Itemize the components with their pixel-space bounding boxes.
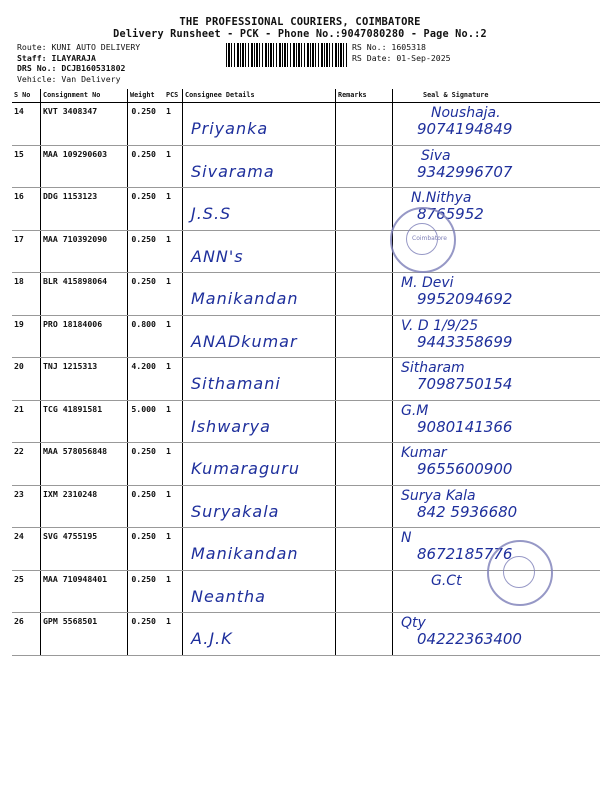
row-sno: 17 bbox=[12, 230, 41, 273]
row-consignee bbox=[183, 358, 336, 401]
row-sno: 16 bbox=[12, 188, 41, 231]
row-remarks bbox=[336, 485, 393, 528]
row-consignee bbox=[183, 145, 336, 188]
row-consignee bbox=[183, 443, 336, 486]
row-seal bbox=[393, 400, 600, 443]
phone-handwriting: 842 5936680 bbox=[417, 502, 518, 521]
row-remarks bbox=[336, 273, 393, 316]
table-row bbox=[12, 145, 600, 188]
header-left-block bbox=[17, 42, 140, 84]
phone-handwriting: 8765952 bbox=[417, 205, 484, 223]
consignee-handwriting: ANN's bbox=[191, 246, 244, 266]
table-row bbox=[12, 485, 600, 528]
row-weight: 5.000 bbox=[128, 400, 165, 443]
row-sno: 15 bbox=[12, 145, 41, 188]
signature-handwriting: N bbox=[401, 530, 412, 546]
row-pcs: 1 bbox=[164, 230, 183, 273]
signature-handwriting: Surya Kala bbox=[401, 487, 476, 504]
row-seal bbox=[393, 443, 600, 486]
row-consignee bbox=[183, 230, 336, 273]
signature-handwriting: Siva bbox=[421, 147, 451, 164]
row-pcs: 1 bbox=[164, 315, 183, 358]
row-weight: 0.250 bbox=[128, 103, 165, 146]
row-pcs: 1 bbox=[164, 145, 183, 188]
table-row bbox=[12, 103, 600, 146]
row-consignee bbox=[183, 570, 336, 613]
col-sno: S No bbox=[12, 89, 41, 103]
stamp-center-text: Coimbatore bbox=[412, 235, 447, 242]
row-pcs: 1 bbox=[164, 400, 183, 443]
phone-handwriting: 9342996707 bbox=[417, 162, 513, 181]
row-seal bbox=[393, 315, 600, 358]
row-consignee bbox=[183, 528, 336, 571]
row-remarks bbox=[336, 400, 393, 443]
consignee-handwriting: Priyanka bbox=[191, 119, 269, 138]
row-weight: 0.250 bbox=[128, 613, 165, 656]
row-weight: 0.800 bbox=[128, 315, 165, 358]
row-pcs: 1 bbox=[164, 188, 183, 231]
row-remarks bbox=[336, 145, 393, 188]
row-weight: 0.250 bbox=[128, 570, 165, 613]
phone-handwriting: 7098750154 bbox=[417, 375, 513, 393]
barcode bbox=[226, 43, 348, 67]
consignee-handwriting: Kumaraguru bbox=[191, 459, 300, 478]
row-remarks bbox=[336, 443, 393, 486]
signature-handwriting: Sitharam bbox=[401, 360, 465, 376]
row-weight: 0.250 bbox=[128, 188, 165, 231]
col-weight: Weight bbox=[128, 89, 165, 103]
row-consignment: TCG 41891581 bbox=[41, 400, 128, 443]
row-seal bbox=[393, 358, 600, 401]
row-remarks bbox=[336, 188, 393, 231]
row-sno: 24 bbox=[12, 528, 41, 571]
row-pcs: 1 bbox=[164, 358, 183, 401]
row-consignment: PRO 18184006 bbox=[41, 315, 128, 358]
school-stamp bbox=[390, 207, 456, 273]
table-row bbox=[12, 230, 600, 273]
col-pcs: PCS bbox=[164, 89, 183, 103]
drs-label: DRS No.: DCJB160531802 bbox=[17, 63, 126, 73]
row-weight: 0.250 bbox=[128, 485, 165, 528]
row-pcs: 1 bbox=[164, 613, 183, 656]
row-consignee bbox=[183, 315, 336, 358]
phone-handwriting: 8672185776 bbox=[417, 545, 513, 563]
row-consignment: MAA 710392090 bbox=[41, 230, 128, 273]
phone-handwriting: 04222363400 bbox=[417, 630, 522, 648]
row-weight: 0.250 bbox=[128, 230, 165, 273]
row-consignee bbox=[183, 485, 336, 528]
consignee-handwriting: Manikandan bbox=[191, 289, 299, 308]
row-consignment: GPM 5568501 bbox=[41, 613, 128, 656]
row-pcs: 1 bbox=[164, 273, 183, 316]
row-sno: 22 bbox=[12, 443, 41, 486]
row-consignment: MAA 710948401 bbox=[41, 570, 128, 613]
signature-handwriting: G.Ct bbox=[431, 572, 462, 589]
row-remarks bbox=[336, 103, 393, 146]
row-remarks bbox=[336, 230, 393, 273]
runsheet-subtitle: Delivery Runsheet - PCK - Phone No.:9047080280 - Page No.:2 bbox=[113, 29, 487, 40]
row-consignee bbox=[183, 400, 336, 443]
row-pcs: 1 bbox=[164, 570, 183, 613]
table-row bbox=[12, 400, 600, 443]
row-sno: 23 bbox=[12, 485, 41, 528]
row-consignee bbox=[183, 103, 336, 146]
header-right-block bbox=[352, 42, 451, 63]
vehicle-label: Vehicle: Van Delivery bbox=[17, 73, 121, 84]
row-sno: 21 bbox=[12, 400, 41, 443]
phone-handwriting: 9952094692 bbox=[417, 290, 513, 308]
consignee-handwriting: Sithamani bbox=[191, 374, 281, 393]
row-remarks bbox=[336, 358, 393, 401]
table-row bbox=[12, 613, 600, 656]
row-sno: 19 bbox=[12, 315, 41, 358]
col-seal: Seal & Signature bbox=[393, 89, 600, 103]
company-title: THE PROFESSIONAL COURIERS, COIMBATORE bbox=[179, 16, 421, 28]
signature-handwriting: V. D 1/9/25 bbox=[401, 317, 479, 334]
signature-handwriting: N.Nithya bbox=[411, 190, 472, 206]
row-pcs: 1 bbox=[164, 528, 183, 571]
row-consignment: IXM 2310248 bbox=[41, 485, 128, 528]
table-row bbox=[12, 188, 600, 231]
row-seal bbox=[393, 103, 600, 146]
row-weight: 0.250 bbox=[128, 443, 165, 486]
row-weight: 0.250 bbox=[128, 145, 165, 188]
row-weight: 0.250 bbox=[128, 273, 165, 316]
row-consignment: TNJ 1215313 bbox=[41, 358, 128, 401]
works-stamp bbox=[487, 540, 553, 606]
row-seal bbox=[393, 485, 600, 528]
consignee-handwriting: Neantha bbox=[191, 586, 266, 606]
row-consignment: KVT 3408347 bbox=[41, 103, 128, 146]
col-consignee: Consignee Details bbox=[183, 89, 336, 103]
row-remarks bbox=[336, 315, 393, 358]
phone-handwriting: 9080141366 bbox=[417, 417, 513, 436]
row-weight: 4.200 bbox=[128, 358, 165, 401]
row-consignee bbox=[183, 188, 336, 231]
row-consignment: DDG 1153123 bbox=[41, 188, 128, 231]
row-remarks bbox=[336, 570, 393, 613]
signature-handwriting: G.M bbox=[401, 402, 429, 419]
phone-handwriting: 9655600900 bbox=[417, 460, 513, 478]
row-sno: 26 bbox=[12, 613, 41, 656]
row-consignment: MAA 578056848 bbox=[41, 443, 128, 486]
consignee-handwriting: Ishwarya bbox=[191, 416, 271, 436]
table-header-row bbox=[12, 89, 600, 103]
row-consignee bbox=[183, 273, 336, 316]
row-seal bbox=[393, 613, 600, 656]
col-consignment: Consignment No bbox=[41, 89, 128, 103]
consignee-handwriting: Sivarama bbox=[191, 161, 275, 181]
consignee-handwriting: J.S.S bbox=[191, 204, 232, 223]
row-pcs: 1 bbox=[164, 443, 183, 486]
table-row bbox=[12, 443, 600, 486]
rs-date: RS Date: 01-Sep-2025 bbox=[352, 52, 451, 63]
row-consignment: BLR 415898064 bbox=[41, 273, 128, 316]
consignee-handwriting: Manikandan bbox=[191, 544, 299, 563]
row-remarks bbox=[336, 613, 393, 656]
staff-label: Staff: ILAYARAJA bbox=[17, 52, 96, 63]
route-label: Route: KUNI AUTO DELIVERY bbox=[17, 42, 141, 52]
table-row bbox=[12, 273, 600, 316]
row-pcs: 1 bbox=[164, 103, 183, 146]
row-sno: 20 bbox=[12, 358, 41, 401]
row-pcs: 1 bbox=[164, 485, 183, 528]
row-weight: 0.250 bbox=[128, 528, 165, 571]
row-seal bbox=[393, 273, 600, 316]
row-sno: 14 bbox=[12, 103, 41, 146]
rs-number: RS No.: 1605318 bbox=[352, 42, 426, 52]
row-seal bbox=[393, 145, 600, 188]
consignee-handwriting: ANADkumar bbox=[191, 331, 298, 351]
row-consignment: SVG 4755195 bbox=[41, 528, 128, 571]
row-consignment: MAA 109290603 bbox=[41, 145, 128, 188]
consignee-handwriting: A.J.K bbox=[191, 629, 233, 648]
signature-handwriting: Kumar bbox=[401, 445, 447, 461]
phone-handwriting: 9074194849 bbox=[417, 120, 513, 138]
table-row bbox=[12, 315, 600, 358]
row-sno: 25 bbox=[12, 570, 41, 613]
table-row bbox=[12, 358, 600, 401]
row-remarks bbox=[336, 528, 393, 571]
consignee-handwriting: Suryakala bbox=[191, 501, 280, 521]
col-remarks: Remarks bbox=[336, 89, 393, 103]
phone-handwriting: 9443358699 bbox=[417, 332, 513, 351]
signature-handwriting: M. Devi bbox=[401, 275, 454, 291]
signature-handwriting: Noushaja. bbox=[431, 105, 501, 121]
signature-handwriting: Qty bbox=[401, 615, 426, 631]
row-consignee bbox=[183, 613, 336, 656]
row-sno: 18 bbox=[12, 273, 41, 316]
